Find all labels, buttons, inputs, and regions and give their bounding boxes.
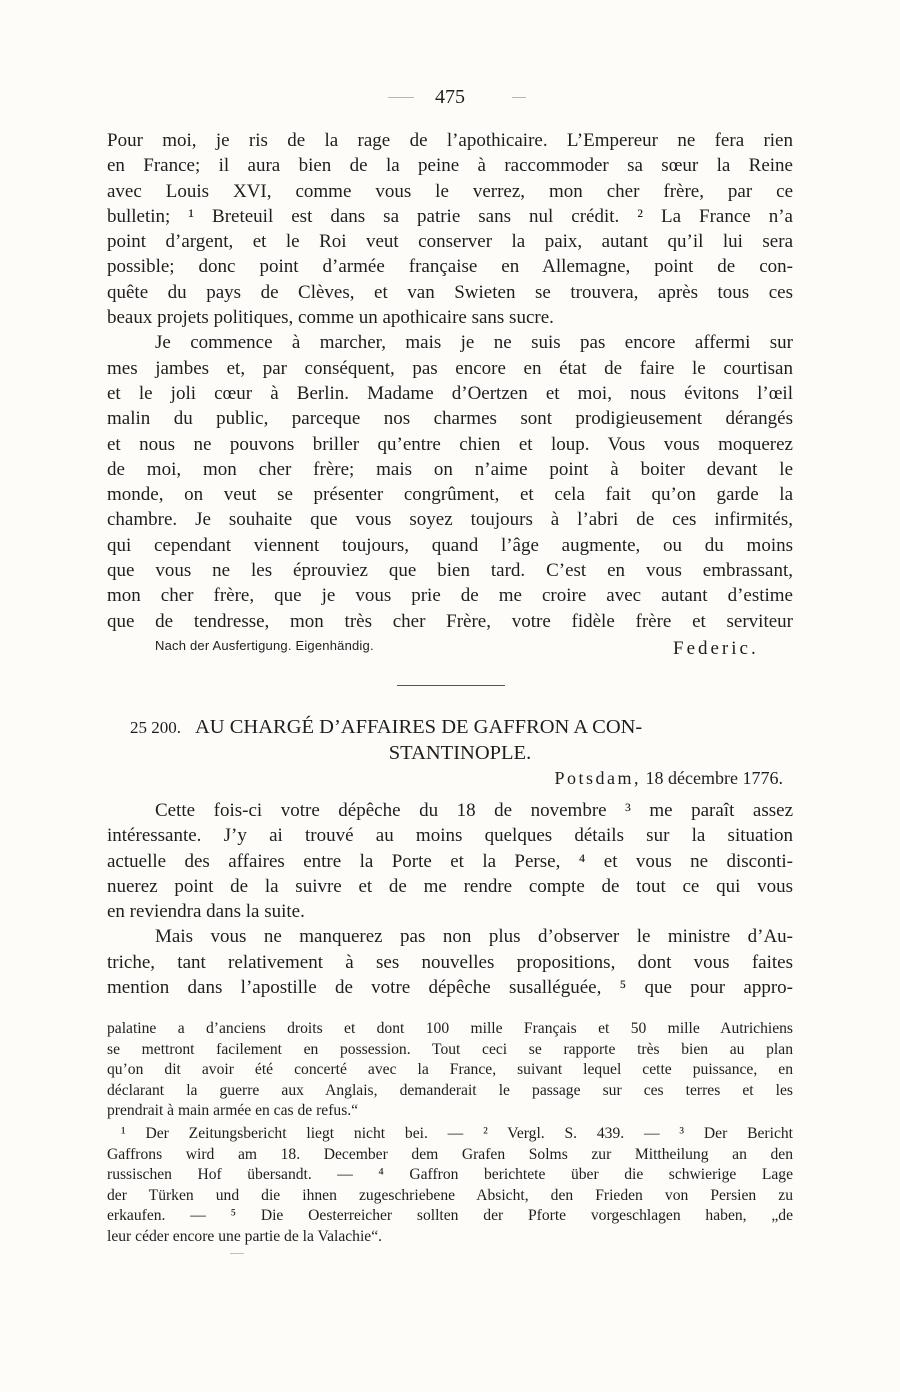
dateline <box>555 768 783 789</box>
letter1-line: et nous ne pouvons briller qu’entre chien et loup. Vous vous moquerez <box>107 433 793 455</box>
footnotes <box>107 1124 793 1248</box>
letter1-line: malin du public, parceque nos charmes sont prodigieusement dérangés <box>107 408 793 430</box>
footnote-line: se mettront facilement en possession. Tout ceci se rapporte très bien au plan <box>107 1040 793 1058</box>
letter2-line: en reviendra dans la suite. <box>107 901 305 923</box>
letter1-line: qui cependant viennent toujours, quand l’âge augmente, ou du moins <box>107 534 793 556</box>
letter-number: 25 200. <box>130 718 181 737</box>
footnote-line: palatine a d’anciens droits et dont 100 mille Français et 50 mille Autrichiens <box>107 1020 793 1037</box>
letter2-line: actuelle des affaires entre la Porte et la Perse, ⁴ et vous ne disconti- <box>107 850 793 872</box>
letter1-line: mes jambes et, par conséquent, pas encore en état de faire le courtisan <box>107 357 793 379</box>
letter1-line: bulletin; ¹ Breteuil est dans sa patrie sans nul crédit. ² La France n’a <box>107 205 793 227</box>
letter1-line: de moi, mon cher frère; mais on n’aime point à boiter devant le <box>107 458 793 480</box>
letter2-line: mention dans l’apostille de votre dépêche susalléguée, ⁵ que pour appro- <box>107 977 793 999</box>
footnote-line: ¹ Der Zeitungsbericht liegt nicht bei. — ² Vergl. S. 439. — ³ Der Bericht <box>121 1125 793 1142</box>
letter1-line: que de tendresse, mon très cher Frère, votre fidèle frère et serviteur <box>107 610 793 632</box>
letter1-line: Je commence à marcher, mais je ne suis pas encore affermi sur <box>155 332 793 354</box>
footnote-line: Gaffrons wird am 18. December dem Grafen Solms zur Mittheilung an den <box>107 1145 793 1163</box>
dateline-date: 18 décembre 1776. <box>645 768 783 788</box>
footnote-line: déclarant la guerre aux Anglais, demanderait le passage sur ces terres et les <box>107 1081 793 1099</box>
letter2-line: Cette fois-ci votre dépêche du 18 de novembre ³ me paraît assez <box>155 800 793 821</box>
bottom-mark <box>230 1253 244 1254</box>
section-divider <box>397 685 505 686</box>
page-number: 475 <box>435 86 465 108</box>
letter2-line: intéressante. J’y ai trouvé au moins quelques détails sur la situation <box>107 825 793 847</box>
letter1-body <box>107 128 793 634</box>
dateline-place: Potsdam, <box>554 768 642 788</box>
letter1-line: mon cher frère, que je vous prie de me croire avec autant d’estime <box>107 585 793 607</box>
footnote-continuation <box>107 1019 793 1122</box>
footnote-line: qu’on dit avoir été concerté avec la France, suivant lequel cette puissance, en <box>107 1061 793 1079</box>
letter1-line: Pour moi, je ris de la rage de l’apothicaire. L’Empereur ne fera rien <box>107 130 793 151</box>
letter1-line: quête du pays de Clèves, et van Swieten se trouvera, après tous ces <box>107 281 793 303</box>
letter2-line: nuerez point de la suivre et de me rendre compte de tout ce qui vous <box>107 875 793 897</box>
letter1-line: chambre. Je souhaite que vous soyez toujours à l’abri de ces infirmités, <box>107 509 793 531</box>
footnote-line: russischen Hof übersandt. — ⁴ Gaffron berichtete über die schwierige Lage <box>107 1166 793 1184</box>
letter2-body <box>107 798 793 1000</box>
letter1-line: en France; il aura bien de la peine à raccommoder sa sœur la Reine <box>107 155 793 177</box>
footnote-line: erkaufen. — ⁵ Die Oesterreicher sollten der Pforte vorgeschlagen haben, „de <box>107 1207 793 1225</box>
letter1-line: point d’argent, et le Roi veut conserver la paix, autant qu’il lui sera <box>107 231 793 253</box>
letter2-line: triche, tant relativement à ses nouvelles propositions, dont vous faites <box>107 951 793 973</box>
letter1-line: et le joli cœur à Berlin. Madame d’Oertzen et moi, nous évitons l’œil <box>107 382 793 404</box>
letter1-line: que vous ne les éprouviez que bien tard. C’est en vous embrassant, <box>107 560 793 582</box>
footnote-line: der Türken und die ihnen zugeschriebene Absicht, den Frieden von Persien zu <box>107 1186 793 1204</box>
page-number-dash-right <box>512 97 526 98</box>
letter1-line: avec Louis XVI, comme vous le verrez, mon cher frère, par ce <box>107 180 793 202</box>
heading-line-1 <box>130 714 790 740</box>
footnote-line: leur céder encore une partie de la Valachie“. <box>107 1227 383 1245</box>
heading-line-2: STANTINOPLE. <box>388 742 532 764</box>
signature: Federic. <box>673 638 759 659</box>
letter2-line: Mais vous ne manquerez pas non plus d’observer le ministre d’Au- <box>155 926 793 948</box>
footnote-line: prendrait à main armée en cas de refus.“ <box>107 1102 359 1120</box>
letter2-heading <box>130 714 790 766</box>
source-note: Nach der Ausfertigung. Eigenhändig. <box>155 638 374 653</box>
heading-text-1: AU CHARGÉ D’AFFAIRES DE GAFFRON A CON- <box>195 716 643 738</box>
letter1-line: beaux projets politiques, comme un apothicaire sans sucre. <box>107 307 554 329</box>
letter1-line: monde, on veut se présenter congrûment, et cela fait qu’on garde la <box>107 484 793 506</box>
letter1-line: possible; donc point d’armée française en Allemagne, point de con- <box>107 256 793 278</box>
